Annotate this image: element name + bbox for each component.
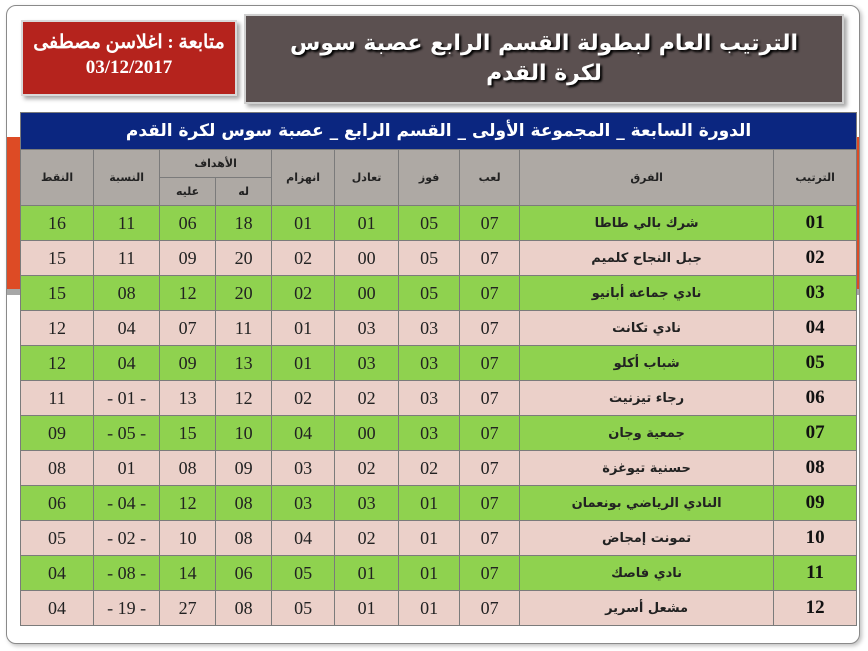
cell-points: 15 xyxy=(21,276,94,311)
cell-goals-against: 12 xyxy=(160,276,216,311)
cell-goals-for: 18 xyxy=(216,206,272,241)
slide-frame xyxy=(6,5,860,644)
cell-drawn: 01 xyxy=(335,556,399,591)
cell-lost: 05 xyxy=(272,556,335,591)
cell-goals-for: 06 xyxy=(216,556,272,591)
cell-lost: 04 xyxy=(272,416,335,451)
cell-team: نادي جماعة أبانيو xyxy=(520,276,774,311)
cell-rank: 02 xyxy=(774,241,857,276)
header-team: الفرق xyxy=(520,150,774,206)
cell-drawn: 02 xyxy=(335,521,399,556)
cell-won: 01 xyxy=(399,556,460,591)
cell-goals-against: 13 xyxy=(160,381,216,416)
cell-drawn: 00 xyxy=(335,241,399,276)
cell-lost: 05 xyxy=(272,591,335,626)
cell-points: 08 xyxy=(21,451,94,486)
cell-rank: 11 xyxy=(774,556,857,591)
cell-drawn: 03 xyxy=(335,346,399,381)
table-row xyxy=(21,556,857,591)
cell-rank: 10 xyxy=(774,521,857,556)
cell-points: 11 xyxy=(21,381,94,416)
cell-goals-against: 08 xyxy=(160,451,216,486)
table-row xyxy=(21,451,857,486)
follow-author: متابعة : اغلاسن مصطفى xyxy=(33,32,225,53)
table-row xyxy=(21,276,857,311)
cell-ratio: 01 xyxy=(94,451,160,486)
cell-played: 07 xyxy=(460,206,520,241)
cell-played: 07 xyxy=(460,381,520,416)
cell-played: 07 xyxy=(460,591,520,626)
follow-box xyxy=(21,20,237,96)
cell-won: 01 xyxy=(399,521,460,556)
cell-drawn: 00 xyxy=(335,416,399,451)
cell-ratio: 04 xyxy=(94,311,160,346)
header-drawn: تعادل xyxy=(335,150,399,206)
header-lost: انهزام xyxy=(272,150,335,206)
table-row xyxy=(21,591,857,626)
cell-won: 03 xyxy=(399,311,460,346)
header-goals: الأهداف xyxy=(160,150,272,178)
header-goals-for: له xyxy=(216,178,272,206)
cell-played: 07 xyxy=(460,346,520,381)
cell-won: 03 xyxy=(399,346,460,381)
cell-lost: 02 xyxy=(272,241,335,276)
cell-won: 05 xyxy=(399,206,460,241)
cell-team: حسنية تيوغزة xyxy=(520,451,774,486)
cell-goals-for: 20 xyxy=(216,241,272,276)
table-row xyxy=(21,486,857,521)
table-row xyxy=(21,521,857,556)
cell-goals-against: 10 xyxy=(160,521,216,556)
cell-drawn: 03 xyxy=(335,311,399,346)
cell-points: 04 xyxy=(21,556,94,591)
cell-goals-for: 09 xyxy=(216,451,272,486)
cell-played: 07 xyxy=(460,311,520,346)
header-played: لعب xyxy=(460,150,520,206)
cell-lost: 01 xyxy=(272,206,335,241)
cell-won: 01 xyxy=(399,486,460,521)
cell-team: رجاء تيزنيت xyxy=(520,381,774,416)
cell-goals-for: 12 xyxy=(216,381,272,416)
table-row xyxy=(21,241,857,276)
cell-ratio: - 02 - xyxy=(94,521,160,556)
cell-rank: 06 xyxy=(774,381,857,416)
page-title: الترتيب العام لبطولة القسم الرابع عصبة سوس لكرة القدم xyxy=(289,31,799,86)
cell-played: 07 xyxy=(460,241,520,276)
cell-goals-against: 14 xyxy=(160,556,216,591)
header-points: النقط xyxy=(21,150,94,206)
cell-rank: 05 xyxy=(774,346,857,381)
cell-rank: 08 xyxy=(774,451,857,486)
cell-goals-for: 08 xyxy=(216,591,272,626)
cell-rank: 12 xyxy=(774,591,857,626)
cell-drawn: 00 xyxy=(335,276,399,311)
cell-played: 07 xyxy=(460,276,520,311)
cell-lost: 01 xyxy=(272,346,335,381)
cell-ratio: 08 xyxy=(94,276,160,311)
cell-team: نادي فاصك xyxy=(520,556,774,591)
table-caption: الدورة السابعة _ المجموعة الأولى _ القسم الرابع _ عصبة سوس لكرة القدم xyxy=(21,113,857,150)
cell-rank: 09 xyxy=(774,486,857,521)
cell-goals-for: 10 xyxy=(216,416,272,451)
header-ratio: النسبة xyxy=(94,150,160,206)
cell-points: 12 xyxy=(21,346,94,381)
table-row xyxy=(21,416,857,451)
header-goals-against: عليه xyxy=(160,178,216,206)
cell-drawn: 01 xyxy=(335,591,399,626)
cell-rank: 03 xyxy=(774,276,857,311)
cell-rank: 07 xyxy=(774,416,857,451)
cell-team: جمعية وجان xyxy=(520,416,774,451)
cell-ratio: 04 xyxy=(94,346,160,381)
cell-ratio: - 08 - xyxy=(94,556,160,591)
cell-points: 06 xyxy=(21,486,94,521)
cell-team: جبل النجاح كلميم xyxy=(520,241,774,276)
cell-drawn: 03 xyxy=(335,486,399,521)
cell-won: 05 xyxy=(399,241,460,276)
cell-played: 07 xyxy=(460,521,520,556)
cell-lost: 04 xyxy=(272,521,335,556)
cell-team: شباب أكلو xyxy=(520,346,774,381)
cell-won: 01 xyxy=(399,591,460,626)
cell-goals-against: 09 xyxy=(160,241,216,276)
follow-date: 03/12/2017 xyxy=(85,57,173,78)
table-body xyxy=(21,206,857,626)
cell-goals-against: 12 xyxy=(160,486,216,521)
cell-played: 07 xyxy=(460,451,520,486)
cell-drawn: 02 xyxy=(335,451,399,486)
cell-team: النادي الرياضي بونعمان xyxy=(520,486,774,521)
cell-ratio: - 04 - xyxy=(94,486,160,521)
cell-team: مشعل أسرير xyxy=(520,591,774,626)
cell-points: 05 xyxy=(21,521,94,556)
cell-points: 16 xyxy=(21,206,94,241)
table-row xyxy=(21,346,857,381)
cell-team: شرك بالي طاطا xyxy=(520,206,774,241)
cell-goals-for: 20 xyxy=(216,276,272,311)
cell-lost: 02 xyxy=(272,276,335,311)
cell-played: 07 xyxy=(460,416,520,451)
cell-ratio: - 05 - xyxy=(94,416,160,451)
cell-ratio: - 01 - xyxy=(94,381,160,416)
table-row xyxy=(21,311,857,346)
cell-won: 05 xyxy=(399,276,460,311)
cell-points: 12 xyxy=(21,311,94,346)
cell-lost: 02 xyxy=(272,381,335,416)
title-box xyxy=(244,14,844,104)
cell-rank: 04 xyxy=(774,311,857,346)
cell-goals-against: 06 xyxy=(160,206,216,241)
cell-played: 07 xyxy=(460,486,520,521)
cell-won: 03 xyxy=(399,381,460,416)
cell-goals-against: 15 xyxy=(160,416,216,451)
cell-points: 09 xyxy=(21,416,94,451)
cell-lost: 01 xyxy=(272,311,335,346)
cell-goals-against: 09 xyxy=(160,346,216,381)
table-row xyxy=(21,381,857,416)
cell-team: تمونت إمجاض xyxy=(520,521,774,556)
cell-goals-against: 27 xyxy=(160,591,216,626)
cell-goals-for: 11 xyxy=(216,311,272,346)
table-row xyxy=(21,206,857,241)
cell-rank: 01 xyxy=(774,206,857,241)
header-rank: الترتيب xyxy=(774,150,857,206)
cell-ratio: - 19 - xyxy=(94,591,160,626)
cell-drawn: 01 xyxy=(335,206,399,241)
cell-ratio: 11 xyxy=(94,241,160,276)
cell-won: 03 xyxy=(399,416,460,451)
cell-lost: 03 xyxy=(272,486,335,521)
cell-lost: 03 xyxy=(272,451,335,486)
cell-points: 04 xyxy=(21,591,94,626)
cell-played: 07 xyxy=(460,556,520,591)
cell-goals-for: 08 xyxy=(216,486,272,521)
cell-goals-for: 08 xyxy=(216,521,272,556)
cell-goals-against: 07 xyxy=(160,311,216,346)
header-won: فوز xyxy=(399,150,460,206)
standings-table xyxy=(20,112,857,626)
cell-ratio: 11 xyxy=(94,206,160,241)
cell-won: 02 xyxy=(399,451,460,486)
cell-goals-for: 13 xyxy=(216,346,272,381)
cell-points: 15 xyxy=(21,241,94,276)
cell-drawn: 02 xyxy=(335,381,399,416)
cell-team: نادي تكانت xyxy=(520,311,774,346)
